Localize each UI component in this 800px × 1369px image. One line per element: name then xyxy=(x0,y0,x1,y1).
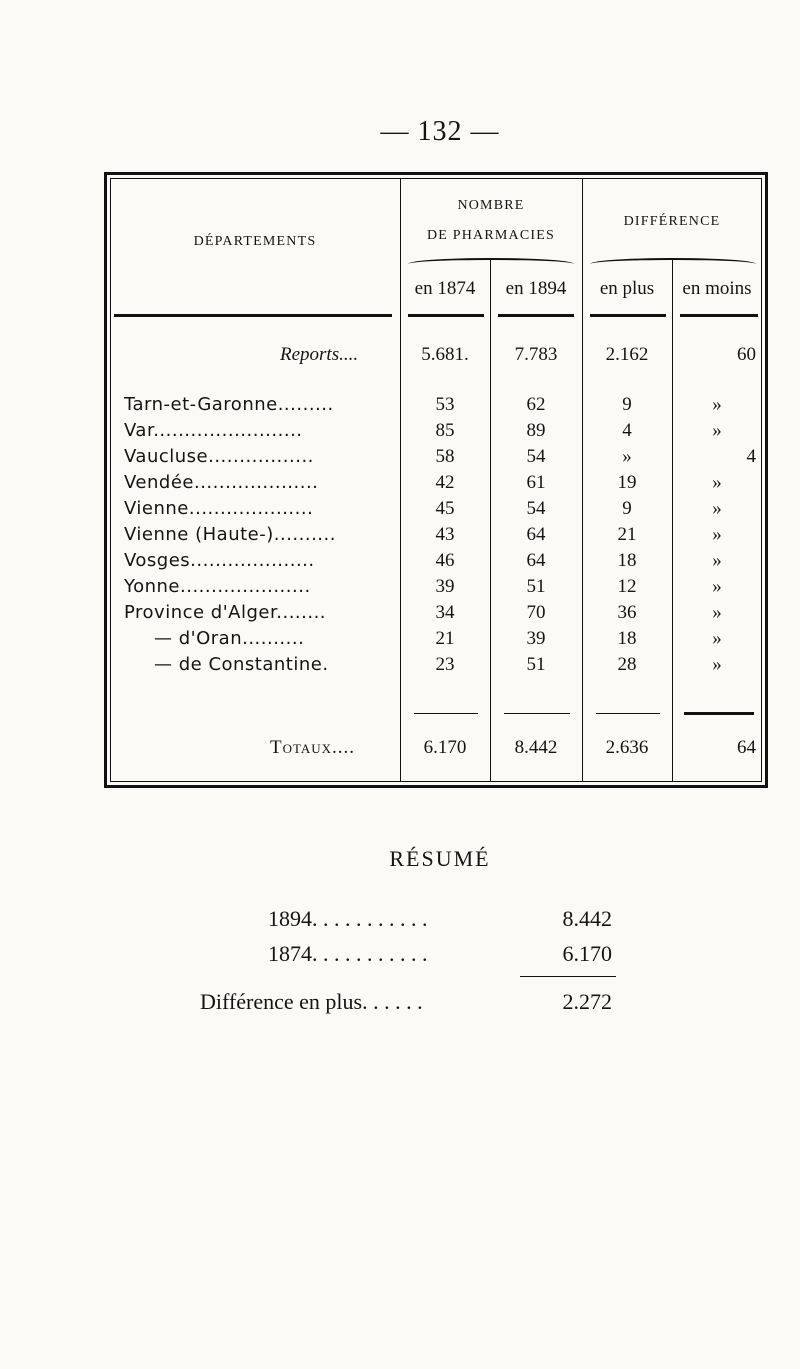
row-name: Vendée.................... xyxy=(124,472,319,493)
row-1894: 89 xyxy=(526,420,546,441)
resume-1894-label: 1894. . . . . . . . . . . xyxy=(268,906,428,931)
table-row xyxy=(104,628,768,654)
row-plus: 4 xyxy=(622,420,632,441)
table-row xyxy=(104,550,768,576)
row-name: — de Constantine. xyxy=(154,654,329,675)
row-1874: 23 xyxy=(435,654,455,675)
row-1874: 42 xyxy=(435,472,455,493)
resume-1894-value: 8.442 xyxy=(562,906,612,931)
row-name: Var........................ xyxy=(124,420,303,441)
reports-1874: 5.681. xyxy=(421,344,469,365)
row-moins: » xyxy=(712,498,722,519)
header-difference: DIFFÉRENCE xyxy=(623,214,721,229)
row-plus: » xyxy=(622,446,632,467)
header-en-1874: en 1874 xyxy=(414,278,476,299)
row-plus: 9 xyxy=(622,394,632,415)
resume-diff-value: 2.272 xyxy=(562,989,612,1014)
header-nombre-line1: NOMBRE xyxy=(457,198,525,213)
header-nombre-line2: DE PHARMACIES xyxy=(426,228,555,243)
table-row xyxy=(104,472,768,498)
row-moins: 4 xyxy=(746,446,756,467)
row-moins: » xyxy=(712,628,722,649)
resume-title: RÉSUMÉ xyxy=(389,846,491,871)
row-moins: » xyxy=(712,524,722,545)
resume-1874-value: 6.170 xyxy=(562,941,612,966)
reports-moins: 60 xyxy=(737,344,756,365)
row-1874: 39 xyxy=(435,576,455,597)
row-name: — d'Oran.......... xyxy=(154,628,305,649)
header-en-1894: en 1894 xyxy=(505,278,567,299)
row-plus: 18 xyxy=(617,550,637,571)
row-1874: 21 xyxy=(435,628,455,649)
row-plus: 9 xyxy=(622,498,632,519)
row-1874: 34 xyxy=(435,602,455,623)
row-1894: 64 xyxy=(526,524,546,545)
row-name: Vienne.................... xyxy=(124,498,314,519)
table-row xyxy=(104,602,768,628)
row-plus: 36 xyxy=(617,602,637,623)
table-row xyxy=(104,654,768,680)
reports-plus: 2.162 xyxy=(605,344,649,365)
header-rule-2 xyxy=(408,314,484,317)
header-departements: DÉPARTEMENTS xyxy=(193,234,317,249)
row-1874: 53 xyxy=(435,394,455,415)
row-plus: 18 xyxy=(617,628,637,649)
header-rule-1 xyxy=(114,314,392,317)
sum-rule-1894 xyxy=(504,713,570,714)
row-1894: 39 xyxy=(526,628,546,649)
totaux-1894: 8.442 xyxy=(514,737,558,758)
row-name: Vosges.................... xyxy=(124,550,315,571)
totaux-label: Totaux.... xyxy=(270,737,356,758)
row-1894: 51 xyxy=(526,654,546,675)
sum-rule-plus xyxy=(596,713,660,714)
row-moins: » xyxy=(712,602,722,623)
row-plus: 28 xyxy=(617,654,637,675)
row-plus: 12 xyxy=(617,576,637,597)
totaux-1874: 6.170 xyxy=(423,737,467,758)
totaux-moins: 64 xyxy=(737,737,756,758)
table-row xyxy=(104,498,768,524)
row-moins: » xyxy=(712,550,722,571)
row-1894: 70 xyxy=(526,602,546,623)
resume-diff-label: Différence en plus. . . . . . xyxy=(200,989,423,1014)
row-name: Yonne..................... xyxy=(124,576,311,597)
row-1894: 62 xyxy=(526,394,546,415)
row-name: Vaucluse................. xyxy=(124,446,314,467)
header-en-plus: en plus xyxy=(599,278,655,299)
table-row xyxy=(104,576,768,602)
reports-1894: 7.783 xyxy=(514,344,558,365)
header-rule-5 xyxy=(680,314,758,317)
row-plus: 21 xyxy=(617,524,637,545)
brace-nombre xyxy=(408,258,574,270)
table-row xyxy=(104,524,768,550)
row-moins: » xyxy=(712,420,722,441)
row-moins: » xyxy=(712,472,722,493)
resume-1874-label: 1874. . . . . . . . . . . xyxy=(268,941,428,966)
header-en-moins: en moins xyxy=(682,278,752,299)
row-1894: 51 xyxy=(526,576,546,597)
row-1874: 46 xyxy=(435,550,455,571)
row-moins: » xyxy=(712,394,722,415)
row-name: Province d'Alger........ xyxy=(124,602,327,623)
row-1894: 64 xyxy=(526,550,546,571)
row-1874: 58 xyxy=(435,446,455,467)
table-row xyxy=(104,394,768,420)
reports-label: Reports.... xyxy=(280,344,359,365)
resume-sum-rule xyxy=(520,976,616,977)
row-1894: 61 xyxy=(526,472,546,493)
page-number: — 132 — xyxy=(380,116,500,147)
row-1894: 54 xyxy=(526,446,546,467)
row-1894: 54 xyxy=(526,498,546,519)
sum-rule-1874 xyxy=(414,713,478,714)
row-plus: 19 xyxy=(617,472,637,493)
header-rule-3 xyxy=(498,314,574,317)
row-name: Vienne (Haute-).......... xyxy=(124,524,336,545)
row-moins: » xyxy=(712,576,722,597)
table-row xyxy=(104,420,768,446)
table-row xyxy=(104,446,768,472)
row-moins: » xyxy=(712,654,722,675)
header-rule-4 xyxy=(590,314,666,317)
row-name: Tarn-et-Garonne......... xyxy=(124,394,334,415)
pharmacy-table xyxy=(104,172,768,788)
row-1874: 43 xyxy=(435,524,455,545)
row-1874: 85 xyxy=(435,420,455,441)
totaux-plus: 2.636 xyxy=(605,737,649,758)
brace-difference xyxy=(590,258,756,270)
row-1874: 45 xyxy=(435,498,455,519)
sum-rule-moins xyxy=(684,712,754,715)
